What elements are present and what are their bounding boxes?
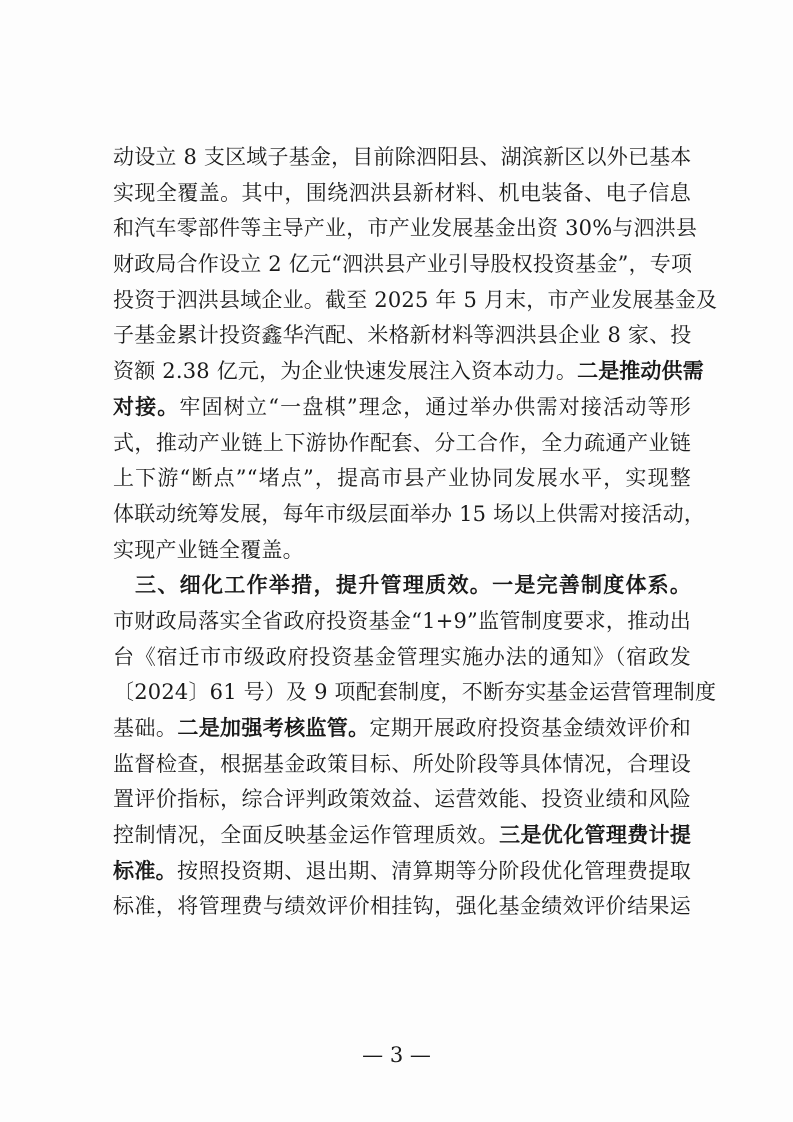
text-line — [113, 782, 691, 818]
text-segment: 体联动统筹发展，每年市级层面举办 15 场以上供需对接活动， — [113, 501, 706, 526]
text-segment: 定期开展政府投资基金绩效评价和 — [369, 716, 692, 740]
text-segment: 监督检查，根据基金政策目标、所处阶段等具体情况，合理设 — [113, 751, 691, 776]
text-segment: 和汽车零部件等主导产业，市产业发展基金出资 30%与泗洪县 — [113, 216, 698, 241]
text-segment: 资额 2.38 亿元，为企业快速发展注入资本动力。 — [113, 359, 578, 384]
text-line — [113, 533, 691, 569]
text-line — [113, 854, 691, 890]
text-segment: 置评价指标，综合评判政策效益、运营效能、投资业绩和风险 — [113, 787, 691, 812]
text-segment: 实现产业链全覆盖。 — [113, 537, 304, 562]
page-number: — 3 — — [362, 1043, 431, 1067]
body-text — [113, 140, 718, 925]
text-line — [113, 390, 691, 426]
text-segment: 财政局合作设立 2 亿元“泗洪县产业引导股权投资基金”，专项 — [113, 252, 693, 277]
text-segment: 上下游“断点”“堵点”，提高市县产业协同发展水平，实现整 — [113, 466, 691, 491]
text-line — [113, 675, 717, 711]
text-segment: 市财政局落实全省政府投资基金“1+9”监管制度要求，推动出 — [113, 608, 691, 633]
emphasis-text: 二是加强考核监管。 — [177, 716, 370, 740]
emphasis-text: 一是完善制度体系。 — [492, 573, 692, 598]
text-line — [113, 461, 691, 497]
text-segment: 台《宿迁市市级政府投资基金管理实施办法的通知》（宿政发 — [113, 644, 691, 669]
text-segment: 牢固树立“一盘棋”理念，通过举办供需对接活动等形 — [179, 394, 691, 419]
emphasis-text: 标准。 — [113, 858, 177, 883]
text-line — [113, 640, 691, 676]
text-line — [113, 568, 691, 604]
emphasis-text: 三是优化管理费计提 — [499, 823, 691, 848]
emphasis-text: 对接。 — [113, 394, 180, 419]
text-segment: 按照投资期、退出期、清算期等分阶段优化管理费提取 — [176, 858, 691, 883]
emphasis-text: 二是推动供需 — [577, 359, 704, 384]
text-line — [113, 747, 691, 783]
text-segment: 实现全覆盖。其中，围绕泗洪县新材料、机电装备、电子信息 — [113, 180, 691, 205]
text-line — [113, 247, 691, 283]
text-segment: 动设立 8 支区域子基金，目前除泗阳县、湖滨新区以外已基本 — [113, 145, 692, 169]
text-line — [113, 426, 691, 462]
section-heading: 三、细化工作举措，提升管理质效。 — [135, 573, 493, 598]
text-line — [113, 818, 691, 854]
text-line — [113, 889, 691, 925]
text-line — [113, 318, 691, 354]
text-segment: 投资于泗洪县域企业。截至 2025 年 5 月末，市产业发展基金及 — [113, 287, 718, 312]
text-line — [113, 211, 698, 247]
text-segment: 控制情况，全面反映基金运作管理质效。 — [113, 823, 500, 848]
text-segment: 子基金累计投资鑫华汽配、米格新材料等泗洪县企业 8 家、投 — [113, 323, 692, 348]
text-segment: 基础。 — [113, 716, 178, 740]
text-line — [113, 140, 691, 176]
text-line — [113, 711, 691, 747]
text-line — [113, 354, 704, 390]
text-segment: 式，推动产业链上下游协作配套、分工合作，全力疏通产业链 — [113, 430, 691, 455]
text-segment: 〔2024〕61 号）及 9 项配套制度，不断夯实基金运营管理制度 — [113, 680, 717, 705]
text-line — [113, 497, 706, 533]
text-line — [113, 604, 691, 640]
text-line — [113, 283, 718, 319]
text-segment: 标准，将管理费与绩效评价相挂钩，强化基金绩效评价结果运 — [113, 894, 691, 919]
text-line — [113, 176, 691, 212]
